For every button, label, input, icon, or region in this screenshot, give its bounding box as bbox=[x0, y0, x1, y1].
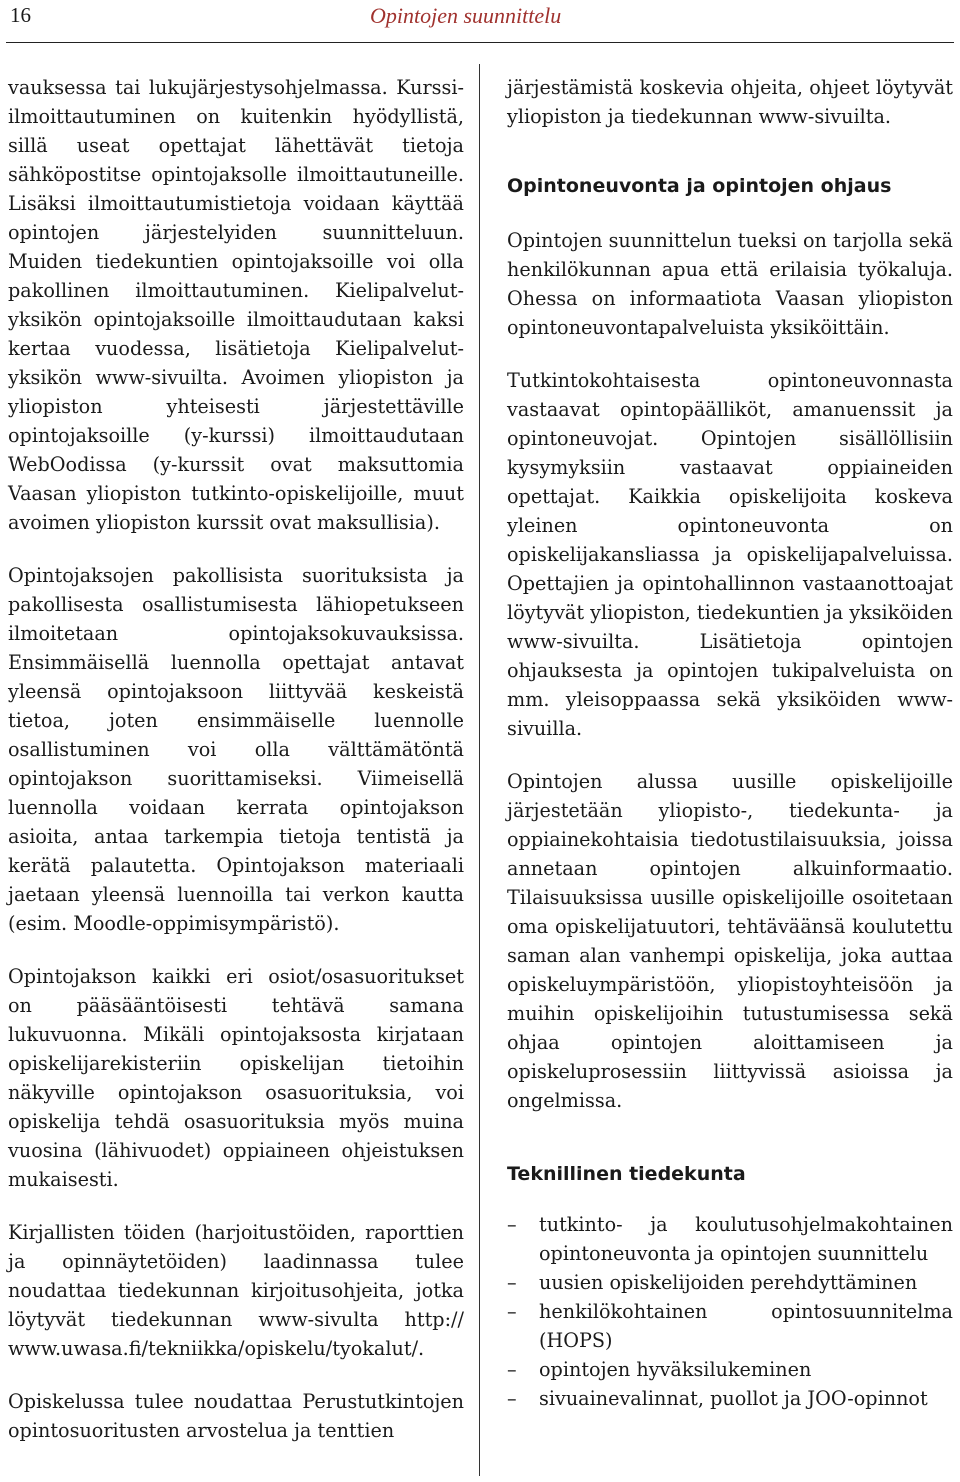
page-number: 16 bbox=[10, 3, 31, 27]
dash-bullet: – bbox=[507, 1358, 517, 1381]
list-item bbox=[507, 1355, 953, 1384]
paragraph: Opintojen suunnittelun tueksi on tarjolla sekä henkilökunnan apua että erilaisia työkaluja. Ohessa on informaatiota Vaasan yliopiston opintoneuvontapalveluista yksiköittäin. bbox=[507, 229, 953, 339]
paragraph: Opintojaksojen pakollisista suorituksista ja pakollisesta osallistumisesta lähiopetukseen ilmoitetaan opintojaksokuvauksissa. Ensimmäisellä luennolla opettajat antavat yleensä opintojaksoon liittyvää keskeistä tietoa, joten ensimmäiselle luennolle osallistuminen voi olla välttämätöntä opintojakson suorittamiseksi. Viimeisellä luennolla voidaan kerrata opintojakson asioita, antaa tarkempia tietoja tentistä ja kerätä palautetta. Opintojakson materiaali jaetaan yleensä luennoilla tai verkon kautta (esim. Moodle-oppimisympäristö). bbox=[8, 564, 464, 935]
column-divider bbox=[479, 64, 480, 1476]
running-title: Opintojen suunnittelu bbox=[370, 3, 562, 28]
paragraph: järjestämistä koskevia ohjeita, ohjeet löytyvät yliopiston ja tiedekunnan www-sivuilta. bbox=[507, 76, 953, 128]
list-item-text: henkilökohtainen opintosuunnitelma (HOPS) bbox=[539, 1300, 953, 1352]
paragraph: vauksessa tai lukujärjestysohjelmassa. Kurssi-ilmoittautuminen on kuitenkin hyödyllistä, sillä useat opettajat lähettävät tietoja sähköpostitse opintojaksolle ilmoittautuneille. Lisäksi ilmoittautumistietoja voidaan käyttää opintojen järjestelyiden suunnitteluun. Muiden tiedekuntien opintojaksoille voi olla pakollinen ilmoittautuminen. Kielipalvelut-yksikön opintojaksoille ilmoittaudutaan kaksi kertaa vuodessa, lisätietoja Kielipalvelut-yksikön www-sivuilta. Avoimen yliopiston ja yliopiston yhteisesti järjestettäville opintojaksoille (y-kurssi) ilmoittaudutaan WebOodissa (y-kurssit ovat maksuttomia Vaasan yliopiston tutkinto-opiskelijoille, muut avoimen yliopiston kurssit ovat maksullisia). bbox=[8, 76, 464, 534]
left-column bbox=[8, 73, 464, 1469]
page-header bbox=[6, 0, 954, 43]
section-heading: Opintoneuvonta ja opintojen ohjaus bbox=[507, 175, 892, 197]
dash-bullet: – bbox=[507, 1387, 517, 1410]
list-item-text: opintojen hyväksilukeminen bbox=[539, 1358, 812, 1381]
list-item bbox=[507, 1268, 953, 1297]
list-item bbox=[507, 1384, 953, 1413]
dash-bullet: – bbox=[507, 1213, 517, 1236]
paragraph: Opintojakson kaikki eri osiot/osasuoritukset on pääsääntöisesti tehtävä samana lukuvuonna. Mikäli opintojaksosta kirjataan opiskelijarekisteriin opiskelijan tietoihin näkyville opintojakson osasuorituksia, voi opiskelija tehdä osasuorituksia myös muina vuosina (lähivuodet) oppiaineen ohjeistuksen mukaisesti. bbox=[8, 965, 464, 1191]
paragraph: Kirjallisten töiden (harjoitustöiden, raporttien ja opinnäytetöiden) laadinnassa tulee noudattaa tiedekunnan kirjoitusohjeita, jotka löytyvät tiedekunnan www-sivulta http:// www.uwasa.fi/tekniikka/opiskelu/tyokalut/. bbox=[8, 1221, 464, 1360]
section-heading: Teknillinen tiedekunta bbox=[507, 1163, 746, 1185]
dash-bullet: – bbox=[507, 1271, 517, 1294]
paragraph: Opintojen alussa uusille opiskelijoille järjestetään yliopisto-, tiedekunta- ja oppiainekohtaisia tiedotustilaisuuksia, joissa annetaan opintojen alkuinformaatio. Tilaisuuksissa uusille opiskelijoille osoitetaan oma opiskelijatuutori, tehtäväänsä koulutettu saman alan vanhempi opiskelija, joka auttaa opiskeluympäristöön, yliopistoyhteisöön ja muihin opiskelijoihin tutustumisessa sekä ohjaa opintojen aloittamiseen ja opiskeluprosessiin liittyvissä asioissa ja ongelmissa. bbox=[507, 770, 953, 1112]
right-column bbox=[507, 73, 953, 1413]
dash-bullet: – bbox=[507, 1300, 517, 1323]
list-item-text: sivuainevalinnat, puollot ja JOO-opinnot bbox=[539, 1387, 928, 1410]
list-item bbox=[507, 1210, 953, 1268]
list-item bbox=[507, 1297, 953, 1355]
services-list bbox=[507, 1210, 953, 1413]
paragraph: Opiskelussa tulee noudattaa Perustutkintojen opintosuoritusten arvostelua ja tenttien bbox=[8, 1390, 464, 1442]
paragraph: Tutkintokohtaisesta opintoneuvonnasta vastaavat opintopäälliköt, amanuenssit ja opintoneuvojat. Opintojen sisällöllisiin kysymyksiin vastaavat oppiaineiden opettajat. Kaikkia opiskelijoita koskeva yleinen opintoneuvonta on opiskelijakansliassa ja opiskelijapalveluissa. Opettajien ja opintohallinnon vastaanottoajat löytyvät yliopiston, tiedekuntien ja yksiköiden www-sivuilta. Lisätietoja opintojen ohjauksesta ja opintojen tukipalveluista on mm. yleisoppaassa sekä yksiköiden www-sivuilla. bbox=[507, 369, 954, 740]
list-item-text: tutkinto- ja koulutusohjelmakohtainen opintoneuvonta ja opintojen suunnittelu bbox=[539, 1213, 953, 1265]
list-item-text: uusien opiskelijoiden perehdyttäminen bbox=[539, 1271, 918, 1294]
